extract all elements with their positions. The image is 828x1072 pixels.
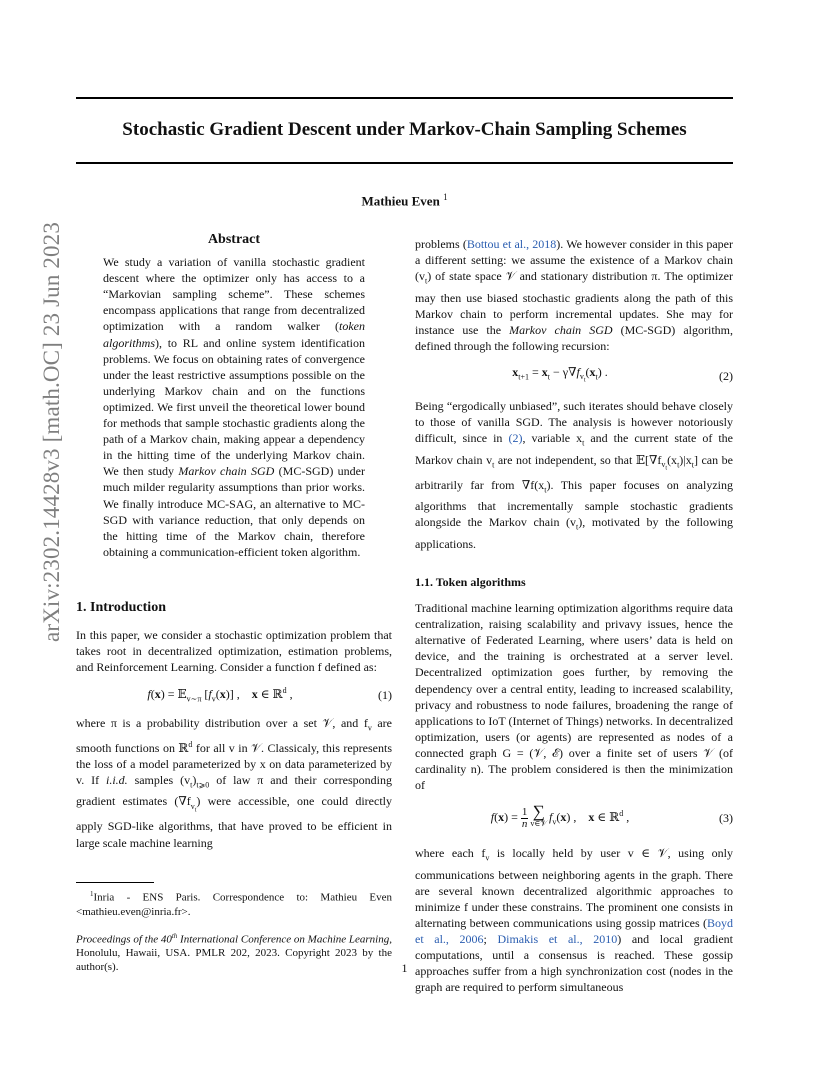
- equation-1-body: f(x) = 𝔼$_{v\sim\pi}$ $[f_v(x)]$ , x ∈ ℝ$^d$ ,: [147, 686, 293, 704]
- equation-3-body: f(x) = $\frac{1}{n}$ ∑ v∈𝒱 $f_v(x)$ , x ∈ ℝ$^d$ ,: [490, 802, 630, 830]
- author-affiliation-mark: 1: [443, 192, 448, 202]
- citation-link[interactable]: Boyd et al., 2006: [415, 915, 733, 947]
- equation-3-number: (3): [719, 811, 733, 826]
- title-rule-top: [76, 97, 733, 99]
- intro-paragraph: Being “ergodically unbiased”, such iterates should behave closely to those of vanilla SGD. The analysis is however notoriously difficult, since in (2), variable $x_t$ and the current state of the Markov chain $v_t$ are not independent, so that $𝔼[\nabla f_{v_t}(x_t)|x_t]$ can be arbitrarily far from $\nabla f(x_t)$. This paper focuses on analyzing algorithms that incrementally sample stochastic gradients alongside the Markov chain $(v_t)$, motivated by the following applications.: [415, 399, 734, 551]
- intro-paragraph: In this paper, we consider a stochastic optimization problem that takes root in decentralized optimization, estimation problems, and Reinforcement Learning. Consider a function f defined as:: [76, 627, 392, 675]
- page-number: 1: [401, 961, 408, 975]
- arxiv-stamp-text: arXiv:2302.14428v3 [math.OC] 23 Jun 2023: [39, 222, 64, 642]
- arxiv-stamp: [8, 222, 64, 664]
- equation-2: [415, 360, 733, 392]
- right-column: [415, 236, 733, 995]
- abstract-body: [76, 254, 392, 560]
- equation-2-number: (2): [719, 369, 733, 383]
- equation-reference-link[interactable]: (2): [508, 431, 523, 446]
- citation-link[interactable]: Bottou et al., 2018: [466, 237, 557, 251]
- footnote-proceedings: Proceedings of the 40th International Conference on Machine Learning, Honolulu, Hawaii, USA. PMLR 202, 2023. Copyright 2023 by the author(s).: [76, 931, 392, 974]
- paper-title: Stochastic Gradient Descent under Markov-Chain Sampling Schemes: [122, 119, 687, 140]
- abstract-paragraph: We study a variation of vanilla stochastic gradient descent where the optimizer only has access to a “Markovian sampling scheme”. These schemes encompass applications that range from decentralized optimization with a random walker (token algorithms), to RL and online system identification problems. We focus on obtaining rates of convergence under the least restrictive assumptions possible on the underlying Markov chain and on the functions optimized. We first unveil the theoretical lower bound for methods that sample stochastic gradients along the path of a Markov chain, making appear a dependency in the hitting time of the underlying Markov chain. We then study Markov chain SGD (MC-SGD) under much milder regularity assumptions than prior works. We finally introduce MC-SAG, an alternative to MC-SGD with variance reduction, that only depends on the hitting time of the Markov chain, therefore obtaining a communication-efficient token algorithm.: [103, 255, 365, 559]
- footnote-affiliation: $^1$Inria - ENS Paris. Correspondence to: Mathieu Even <mathieu.even@inria.fr>.: [76, 890, 392, 918]
- subsection-heading-token-algorithms: 1.1. Token algorithms: [415, 574, 526, 589]
- abstract-heading: Abstract: [207, 232, 261, 247]
- token-paragraph: where each $f_v$ is locally held by user v ∈ 𝒱, using only communications between neighboring agents in the graph. There are several known decentralized algorithmic approaches to minimize f under these constrains. The prominent one consists in alternating between communications using gossip matrices (Boyd et al., 2006; Dimakis et al., 2010) and local gradient computations, until a consensus is reached. These gossip approaches suffer from a high synchronization cost (nodes in the graph are required to perform simultaneous: [415, 846, 733, 995]
- equation-1-number: (1): [378, 688, 392, 703]
- title-rule-bottom: [76, 162, 733, 164]
- token-paragraph: Traditional machine learning optimization algorithms require data centralization, raising scalability and privavy issues, hence the alternative of Federated Learning, where users’ data is held on device, and the training is orchestrated at a server level. Decentralized optimization goes further, by removing the dependency over a central entity, leading to increased scalability, privacy and robustness to node failures, broadening the range of applications to IoT (Internet of Things) networks. In decentralized optimization, users (or agents) are represented as nodes of a connected graph G = (𝒱, ℰ) over a finite set of users 𝒱 (of cardinality n). The problem considered is then the minimization of: [415, 601, 733, 793]
- equation-1: [76, 679, 392, 711]
- citation-link[interactable]: Dimakis et al., 2010: [497, 932, 618, 947]
- intro-paragraph: problems (Bottou et al., 2018). We however consider in this paper a different setting: we assume the existence of a Markov chain $(v_t)$ of state space 𝒱 and stationary distribution π. The optimizer may then use biased stochastic gradients along the path of this Markov chain to perform incremental updates. She may for instance use the Markov chain SGD (MC-SGD) algorithm, defined through the following recursion:: [415, 237, 734, 353]
- section-heading-introduction: 1. Introduction: [76, 599, 166, 615]
- author-name: Mathieu Even: [361, 193, 440, 209]
- author-line: [76, 192, 733, 209]
- intro-paragraph: where π is a probability distribution over a set 𝒱, and $f_v$ are smooth functions on ℝ$^d$ for all v in 𝒱. Classicaly, this represents the loss of a model parameterized by x on data parameterized by v. If i.i.d. samples $(v_t)_{t⩾0}$ of law π and their corresponding gradient estimates $(\nabla f_{v_t})$ were accessible, one could directly apply SGD-like algorithms, that have proved to be efficient in large scale machine learning: [76, 716, 393, 850]
- left-column: [76, 232, 392, 851]
- equation-3: [415, 795, 733, 841]
- equation-2-body: $x_{t+1} = x_t - \gamma\nabla f_{v_t}(x_t)$ .: [512, 364, 608, 384]
- footnote-rule: [76, 882, 154, 883]
